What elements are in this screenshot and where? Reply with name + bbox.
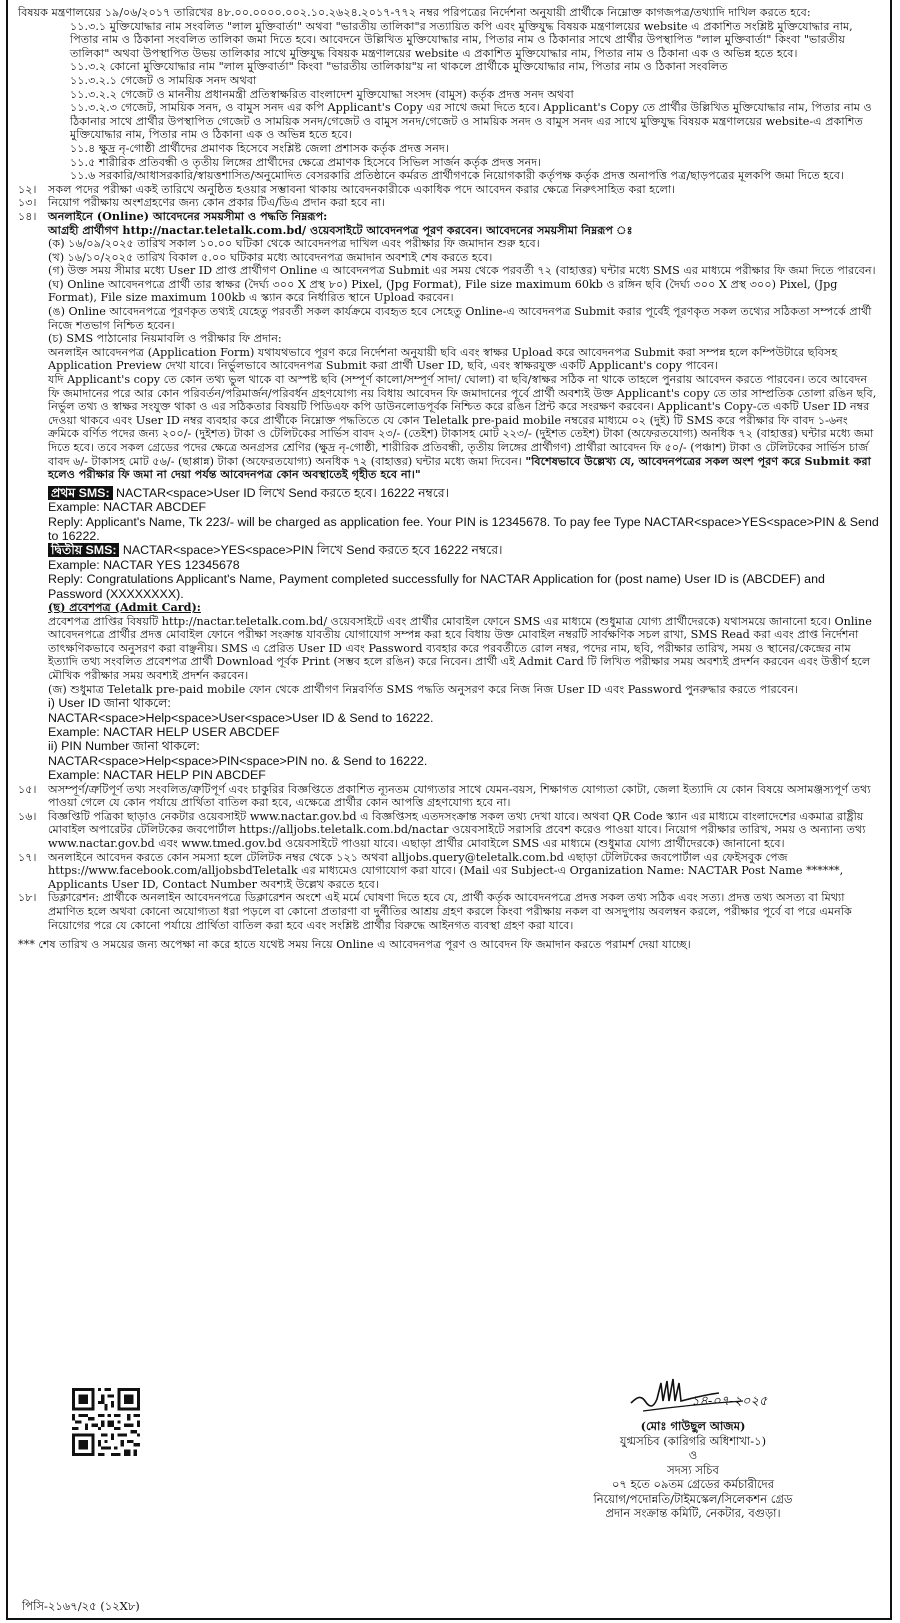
item-14-body	[18, 224, 882, 783]
committee-line-1: ০৭ হতে ০৯তম গ্রেডের কর্মচারীদের	[611, 1477, 775, 1491]
fee-warning: "বিশেষভাবে উল্লেখ্য যে, আবেদনপত্রের সকল অংশ পূরণ করে Submit করা হলেও পরীক্ষার ফি জমা না দেয়া পর্যন্ত আবেদনপত্র কোন অবস্থাতেই গৃহীত হবে না।"	[48, 453, 871, 482]
item-heading: অনলাইনে (Online) আবেদনের সময়সীমা ও পদ্ধতি নিম্নরূপ:	[48, 208, 328, 223]
item-text: সকল পদের পরীক্ষা একই তারিখে অনুষ্ঠিত হওয়ার সম্ভাবনা থাকায় আবেদনকারীকে একাধিক পদে আবেদন করার ক্ষেত্রে নিরুৎসাহিত করা হলো।	[48, 182, 676, 196]
item-number: ১৪।	[18, 209, 37, 223]
clause-ca-paragraph-1: অনলাইন আবেদনপত্র (Application Form) যথাযথভাবে পূরণ করে নির্দেশনা অনুযায়ী ছবি এবং স্বাক্ষর Upload করে আবেদনপত্র Submit করা সম্পন্ন হলে কম্পিউটারে ছবিসহ Application Preview দেখা যাবে। নির্ভুলভাবে আবেদনপত্র Submit করা প্রার্থী User ID, ছবি, এবং স্বাক্ষরযুক্ত একটি Applicant's copy পাবেন।	[48, 345, 838, 373]
sms2-reply: Reply: Congratulations Applicant's Name, Payment completed successfully for NACTAR Application for (post name) User ID is (ABCDEF) and Password (XXXXXXXX).	[48, 572, 825, 601]
item-number: ১২।	[18, 182, 37, 196]
item-18	[18, 891, 882, 932]
clause-11-3-2: ১১.৩.২ কোনো মুক্তিযোদ্ধার নাম "লাল মুক্তিবার্তা" কিংবা "ভারতীয় তালিকায়"য় না থাকলে প্রার্থীকে মুক্তিযোদ্ধার নাম, পিতার নাম ও ঠিকানা সংবলিত	[70, 60, 728, 74]
admit-card-paragraph: প্রবেশপত্র প্রাপ্তির বিষয়টি http://nactar.teletalk.com.bd/ ওয়েবসাইটে এবং প্রার্থীর মোবাইল ফোনে SMS এর মাধ্যমে (শুধুমাত্র যোগ্য প্রার্থীদেরকে) যথাসময়ে জানানো হবে। Online আবেদনপত্রে প্রার্থীর প্রদত্ত মোবাইল ফোনে পরীক্ষা সংক্রান্ত যাবতীয় যোগাযোগ সম্পন্ন করা হবে বিধায় উক্ত মোবাইল নম্বরটি সার্বক্ষণিক সচল রাখা, SMS Read করা এবং প্রাপ্ত নির্দেশনা তাৎক্ষণিকভাবে অনুসরণ করা বাঞ্ছনীয়। SMS এ প্রেরিত User ID এবং Password ব্যবহার করে পরবর্তীতে রোল নম্বর, পদের নাম, ছবি, পরীক্ষার তারিখ, সময় ও স্থানের/কেন্দ্রের নাম ইত্যাদি তথ্য সংবলিত প্রবেশপত্র প্রার্থী Download পূর্বক Print (সম্ভব হলে রঙিন) করে নিবেন। প্রার্থী এই Admit Card টি লিখিত পরীক্ষার সময় অবশ্যই প্রদর্শন করবেন এবং উত্তীর্ণ হলে মৌখিক পরীক্ষার সময় অবশ্যই প্রদর্শন করবেন।	[48, 614, 872, 682]
item-14	[18, 210, 882, 224]
sms1-example: Example: NACTAR ABCDEF	[48, 500, 207, 515]
item-12	[18, 183, 882, 197]
clause-11-4: ১১.৪ ক্ষুদ্র নৃ-গোষ্ঠী প্রার্থীদের প্রমাণক হিসেবে সংশ্লিষ্ট জেলা প্রশাসক কর্তৃক প্রদত্ত সনদ।	[70, 141, 449, 155]
signature-block	[563, 1373, 823, 1521]
recover-pin-heading: ii) PIN Number জানা থাকলে:	[48, 739, 200, 754]
clause-11-3-2-1: ১১.৩.২.১ গেজেট ও সাময়িক সনদ অথবা	[70, 73, 257, 87]
item-13	[18, 196, 882, 210]
signatory-role: সদস্য সচিব	[667, 1462, 719, 1477]
item-number: ১৭।	[18, 850, 37, 864]
admit-card-heading: (ছ) প্রবেশপত্র (Admit Card):	[48, 600, 201, 615]
sms1-text: NACTAR<space>User ID লিখে Send করতে হবে। 16222 নম্বরে।	[116, 485, 450, 500]
item-17	[18, 851, 882, 892]
item-text: অসম্পূর্ণ/ত্রুটিপূর্ণ তথ্য সংবলিত/ত্রুটিপূর্ণ এবং চাকুরির বিজ্ঞপ্তিতে প্রকাশিত ন্যূনতম যোগ্যতার সাথে যেমন-বয়স, শিক্ষাগত যোগ্যতা কোটা, জেলা ইত্যাদি যে কোন বিষয়ে অসামঞ্জস্যপূর্ণ তথ্য পাওয়া গেলে যে কোন পর্যায়ে প্রার্থিতা বাতিল করা হবে, এক্ষেত্রে প্রার্থীর কোন আপত্তি গ্রহণযোগ্য হবে না।	[48, 782, 871, 810]
sms1-label: প্রথম SMS:	[48, 486, 113, 500]
item-16	[18, 810, 882, 851]
clause-ka: (ক) ১৬/০৯/২০২৫ তারিখ সকাল ১০.০০ ঘটিকা থেকে আবেদনপত্র দাখিল এবং পরীক্ষার ফি জমাদান শুরু হবে।	[48, 237, 540, 251]
clause-kha: (খ) ১৬/১০/২০২৫ তারিখ বিকাল ৫.০০ ঘটিকার মধ্যে আবেদনপত্র জমাদান অবশ্যই শেষ করতে হবে।	[48, 250, 493, 264]
sms1-line	[48, 486, 882, 500]
qr-code	[72, 1388, 140, 1456]
application-website-line: আগ্রহী প্রার্থীগণ http://nactar.teletalk.com.bd/ ওয়েবসাইটে আবেদনপত্র পূরণ করবেন। আবেদনের সময়সীমা নিম্নরূপ ঃ	[48, 222, 633, 237]
fee-instructions: যদি Applicant's copy তে কোন তথ্য ভুল থাকে বা অস্পষ্ট ছবি (সম্পূর্ণ কালো/সম্পূর্ণ সাদা/ ঘোলা) বা ছবি/স্বাক্ষর সঠিক না থাকে তাহলে পুনরায় আবেদন করতে পারবেন। তবে আবেদন ফি জমাদানের পরে আর কোন পরিবর্তন/পরিমার্জন/পরিবর্ধন গ্রহণযোগ্য নয় বিধায় আবেদন ফি জমাদানের পূর্বে প্রার্থী অবশ্যই উক্ত Applicant's copy তে তার সাম্প্রতিক তোলা রঙিন ছবি, নির্ভুল তথ্য ও স্বাক্ষর সংযুক্ত থাকা ও এর সঠিকতার বিষয়টি পিডিএফ কপি ডাউনলোডপূর্বক নিশ্চিত করে রঙিন প্রিন্ট করে সংরক্ষণ করবেন। Applicant's Copy-তে একটি User ID নম্বর দেওয়া থাকবে এবং User ID নম্বর ব্যবহার করে প্রার্থীকে নিম্নোক্ত পদ্ধতিতে যে কোন Teletalk pre-paid mobile নম্বরের মাধ্যমে ০২ (দুই) টি SMS করে পরীক্ষার ফি বাবদ ১-৬নং ক্রমিকে বর্ণিত পদের জন্য ২০০/- (দুইশত) টাকা ও টেলিটকের সার্ভিস বাবদ ২৩/- (তেইশ) টাকাসহ মোট ২২৩/- (দুইশত তেইশ) টাকা (অফেরতযোগ্য) অনধিক ৭২ (বাহাত্তর) ঘন্টার মধ্যে জমা দিতে হবে। তবে সকল গ্রেডের পদের ক্ষেত্রে অনগ্রসর শ্রেণির (ক্ষুদ্র নৃ-গোষ্ঠী, শারীরিক প্রতিবন্ধী, তৃতীয় লিঙ্গের প্রার্থীগণ) প্রার্থীরা আবেদন ফি ৫০/- (পঞ্চাশ) টাকা ও টেলিটকের সার্ভিস চার্জ বাবদ ৬/- টাকাসহ মোট ৫৬/- (ছাপ্পান্ন) টাকা (অফেরতযোগ্য) অনধিক ৭২ (বাহাত্তর) ঘন্টার মধ্যে জমা দিবেন।	[48, 373, 877, 468]
item-text: ডিক্লারেশন: প্রার্থীকে অনলাইন আবেদনপত্রে ডিক্লারেশন অংশে এই মর্মে ঘোষণা দিতে হবে যে, প্রার্থী কর্তৃক আবেদনপত্রে প্রদত্ত সকল তথ্য সঠিক এবং সত্য। প্রদত্ত তথ্য অসত্য বা মিথ্যা প্রমাণিত হলে অথবা কোনো অযোগ্যতা ধরা পড়লে বা কোনো প্রতারণা বা দুর্নীতির আশ্রয় গ্রহণ করলে কিংবা পরীক্ষায় নকল বা অসদুপায় অবলম্বন করলে, পরীক্ষার পূর্বে বা পরে এমনকি নিয়োগের পরে যে কোনো পর্যায়ে প্রার্থিতা বাতিল করা হবে এবং সংশ্লিষ্ট প্রার্থীর বিরুদ্ধে আইনগত ব্যবস্থা গ্রহণ করা যাবে।	[48, 891, 852, 932]
recover-pin-example: Example: NACTAR HELP PIN ABCDEF	[48, 768, 266, 783]
recover-pin-format: NACTAR<space>Help<space>PIN<space>PIN no. & Send to 16222.	[48, 753, 428, 768]
sms1-reply: Reply: Applicant's Name, Tk 223/- will be charged as application fee. Your PIN is 12345678. To pay fee Type NACTAR<space>YES<space>PIN & Send to 16222.	[48, 514, 879, 543]
clause-11-3-2-3: ১১.৩.২.৩ গেজেট, সাময়িক সনদ, ও বামুস সনদ এর কপি Applicant's Copy এর সাথে জমা দিতে হবে। Applicant's Copy তে প্রার্থীর উল্লিখিত মুক্তিযোদ্ধার নাম, পিতার নাম ও ঠিকানার সাথে প্রার্থীর উপস্থাপিত গেজেট ও সাময়িক সনদ/গেজেট ও বামুস সনদ/গেজেট ও সাময়িক সনদ ও বামুস সনদ এর সাথে মুক্তিযুদ্ধ বিষয়ক মন্ত্রণালয়ের website-এ প্রকাশিত মুক্তিযোদ্ধার নাম, পিতার নাম ও ঠিকানা এক ও অভিন্ন হতে হবে।	[70, 101, 872, 142]
item-15	[18, 783, 882, 810]
sms2-example: Example: NACTAR YES 12345678	[48, 557, 240, 572]
item-text: অনলাইনে আবেদন করতে কোন সমস্যা হলে টেলিটক নম্বর থেকে ১২১ অথবা alljobs.query@teletalk.com.bd এছাড়া টেলিটকের জবপোর্টাল এর ফেইসবুক পেজ https://www.facebook.com/alljobsbdTeletalk এর মাধ্যমেও যোগাযোগ করা যাবে। (Mail এর Subject-এ Organization Name: NACTAR Post Name ******, Applicants User ID, Contact Number অবশ্যই উল্লেখ করতে হবে।	[48, 850, 844, 891]
clause-umo: (ঙ) Online আবেদনপত্রে পূরণকৃত তথ্যই যেহেতু পরবর্তী সকল কার্যক্রমে ব্যবহৃত হবে সেহেতু Online-এ আবেদনপত্র Submit করার পূর্বেই পূরণকৃত সকল তথ্যের সঠিকতা সম্পর্কে প্রার্থী নিজে শতভাগ নিশ্চিত হবেন।	[48, 305, 872, 332]
sms2-label: দ্বিতীয় SMS:	[48, 543, 119, 557]
print-code: পিসি-২১৬৭/২৫ (১২X৮)	[22, 1599, 140, 1613]
signature-date: ১৪-০৭-২০২৫	[691, 1394, 768, 1409]
item-number: ১৩।	[18, 196, 37, 210]
clause-ga: (গ) উক্ত সময় সীমার মধ্যে User ID প্রাপ্ত প্রার্থীগণ Online এ আবেদনপত্র Submit এর সময় থেকে পরবর্তী ৭২ (বাহাত্তর) ঘন্টার মধ্যে SMS এর মাধ্যমে পরীক্ষার ফি জমা দিতে পারবেন।	[48, 264, 876, 278]
item-number: ১৮।	[18, 891, 37, 905]
clause-11-6: ১১.৬ সরকারি/আধাসরকারি/স্বায়ত্তশাসিত/অনুমোদিত বেসরকারি প্রতিষ্ঠানে কর্মরত প্রার্থীগণকে নিয়োগকারী কর্তৃপক্ষ কর্তৃক প্রদত্ত অনাপত্তি পত্র/ছাড়পত্রের মূলকপি জমা দিতে হবে।	[70, 169, 845, 183]
clause-11-5: ১১.৫ শারীরিক প্রতিবন্ধী ও তৃতীয় লিঙ্গের প্রার্থীদের ক্ষেত্রে প্রমাণক হিসেবে সিভিল সার্জন কর্তৃক প্রদত্ত সনদ।	[70, 155, 542, 169]
recover-user-id-example: Example: NACTAR HELP USER ABCDEF	[48, 725, 280, 739]
clause-ca-paragraph-2	[48, 373, 882, 482]
item-number: ১৫।	[18, 782, 37, 796]
item-text: নিয়োগ পরীক্ষায় অংশগ্রহণের জন্য কোন প্রকার টিএ/ডিএ প্রদান করা হবে না।	[48, 196, 385, 210]
item-number: ১৬।	[18, 809, 37, 823]
clause-11-3-1: ১১.৩.১ মুক্তিযোদ্ধার নাম সংবলিত "লাল মুক্তিবার্তা" অথবা "ভারতীয় তালিকা"র সত্যায়িত কপি এবং মুক্তিযুদ্ধ বিষয়ক মন্ত্রণালয়ের website এ প্রকাশিত সংশ্লিষ্ট মুক্তিযোদ্ধার নাম, পিতার নাম ও ঠিকানা সংবলিত তালিকা জমা দিতে হবে। আবেদনে উল্লিখিত মুক্তিযোদ্ধার নাম, পিতার নাম ও ঠিকানার সাথে প্রার্থীর উপস্থাপিত "লাল মুক্তিবার্তা" কিংবা "ভারতীয় তালিকা" অথবা উপস্থাপিত উভয় তালিকার সাথে মুক্তিযুদ্ধ বিষয়ক মন্ত্রণালয়ের website এ প্রকাশিত মুক্তিযোদ্ধার নাম, পিতার নাম ও ঠিকানা এক ও অভিন্ন হতে হবে।	[70, 19, 853, 60]
notice-sheet	[6, 0, 892, 1620]
committee-line-3: প্রদান সংক্রান্ত কমিটি, নেকটার, বগুড়া।	[605, 1506, 781, 1520]
signature-mark	[563, 1373, 823, 1419]
signatory-title: যুগ্মসচিব (কারিগরি অধিশাখা-১)	[619, 1433, 767, 1448]
clause-11-3-2-2: ১১.৩.২.২ গেজেট ও মাননীয় প্রধানমন্ত্রী প্রতিস্বাক্ষরিত বাংলাদেশ মুক্তিযোদ্ধা সংসদ (বামুস) কর্তৃক প্রদত্ত সনদ অথবা	[70, 87, 574, 101]
clause-gha: (ঘ) Online আবেদনপত্রে প্রার্থী তার স্বাক্ষর (দৈর্ঘ্য ৩০০ X প্রস্থ ৮০) Pixel, (Jpg Format), File size maximum 60kb ও রঙ্গিন ছবি (দৈর্ঘ্য ৩০০ X প্রস্থ ৩০০) Pixel, (Jpg Format), File size maximum 100kb এ স্ক্যান করে নির্ধারিত স্থানে Upload করবেন।	[48, 277, 838, 305]
signatory-conjunction: ও	[688, 1448, 698, 1462]
recover-user-id-format: NACTAR<space>Help<space>User<space>User ID & Send to 16222.	[48, 710, 434, 725]
sms2-text: NACTAR<space>YES<space>PIN লিখে Send করতে হবে 16222 নম্বরে।	[122, 543, 503, 558]
sms2-line	[48, 543, 882, 557]
notice-content	[18, 6, 882, 952]
item-text: বিজ্ঞপ্তিটি পত্রিকা ছাড়াও নেকটার ওয়েবসাইট www.nactar.gov.bd এ বিজ্ঞপ্তিসহ এতদসংক্রান্ত সকল তথ্য দেখা যাবে। অথবা QR Code স্ক্যান এর মাধ্যমে বাংলাদেশের একমাত্র রাষ্ট্রীয় মোবাইল অপারেটর টেলিটকের জবপোর্টাল https://alljobs.teletalk.com.bd/nactar ওয়েবসাইটে সরাসরি প্রবেশ করেও পাওয়া যাবে। নিয়োগ পরীক্ষার তারিখ, সময় ও অন্যান্য তথ্য www.nactar.gov.bd এবং www.tmed.gov.bd ওয়েবসাইটে পাওয়া যাবে। এছাড়া প্রার্থীর মোবাইলে SMS এর মাধ্যমে (শুধুমাত্র যোগ্য প্রার্থীদেরকে) জানানো হবে।	[48, 809, 866, 850]
committee-line-2: নিয়োগ/পদোন্নতি/টাইমস্কেল/সিলেকশন গ্রেড	[593, 1491, 793, 1506]
deadline-note: *** শেষ তারিখ ও সময়ের জন্য অপেক্ষা না করে হাতে যথেষ্ট সময় নিয়ে Online এ আবেদনপত্র পূরণ ও আবেদন ফি জমাদান করতে পরামর্শ দেয়া যাচ্ছে।	[18, 938, 691, 952]
signatory-name: (মোঃ গাউছুল আজম)	[640, 1419, 746, 1433]
clause-ja: (জ) শুধুমাত্র Teletalk pre-paid mobile ফোন থেকে প্রার্থীগণ নিম্নবর্ণিত SMS পদ্ধতি অনুসরণ করে নিজ নিজ User ID এবং Password পুনরুদ্ধার করতে পারবেন।	[48, 682, 799, 696]
intro-text: বিষয়ক মন্ত্রণালয়ের ১৯/০৬/২০১৭ তারিখের ৪৮.০০.০০০০.০০২.১০.২৬২৪.২০১৭-৭৭২ নম্বর পরিপত্রের নির্দেশনা অনুযায়ী প্রার্থীকে নিম্নোক্ত কাগজপত্র/তথ্যাদি দাখিল করতে হবে:	[18, 6, 811, 19]
clause-ca-heading: (চ) SMS পাঠানোর নিয়মাবলি ও পরীক্ষার ফি প্রদান:	[48, 332, 282, 346]
recover-user-id-heading: i) User ID জানা থাকলে:	[48, 696, 171, 711]
